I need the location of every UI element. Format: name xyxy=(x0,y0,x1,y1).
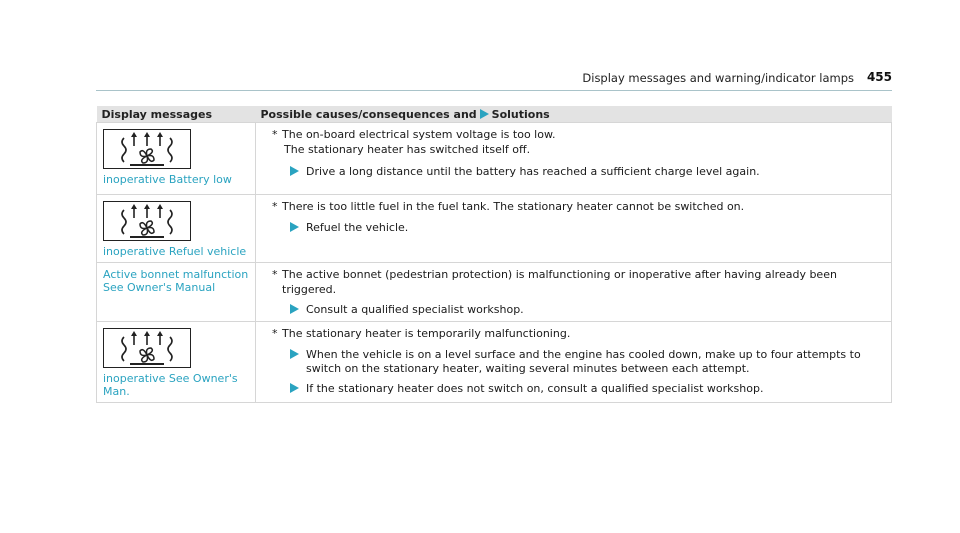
action-item: When the vehicle is on a level surface and the engine has cooled down, make up to four attempts to switch on the stationary heater, waiting several minutes between each attempt. xyxy=(262,348,885,376)
action-arrow-icon xyxy=(290,383,299,393)
stationary-heater-icon xyxy=(103,201,191,241)
col-header-causes-solutions xyxy=(256,106,892,123)
action-arrow-icon xyxy=(290,222,299,232)
display-message-line2: See Owner's Manual xyxy=(103,281,216,294)
action-item: If the stationary heater does not switch on, consult a qualified specialist workshop. xyxy=(262,382,885,396)
solution-arrow-icon xyxy=(480,109,489,119)
cause-text: * The stationary heater is temporarily malfunctioning. xyxy=(272,327,571,340)
message-cell xyxy=(97,263,256,322)
col-header-display-messages: Display messages xyxy=(97,106,256,123)
cause-text: * The active bonnet (pedestrian protection) is malfunctioning or inoperative after having already been triggered. xyxy=(272,268,837,296)
col-header-causes: Possible causes/consequences and xyxy=(260,107,477,121)
cause-cell xyxy=(256,123,892,195)
page-number: 455 xyxy=(866,70,892,84)
message-cell xyxy=(97,195,256,263)
message-cell xyxy=(97,322,256,403)
cause-cell xyxy=(256,263,892,322)
cause-continuation: The stationary heater has switched itself off. xyxy=(284,142,531,156)
message-cell xyxy=(97,123,256,195)
stationary-heater-icon xyxy=(103,129,191,169)
action-arrow-icon xyxy=(290,304,299,314)
table-header-row xyxy=(97,106,892,123)
table-row xyxy=(97,263,892,322)
action-item: Refuel the vehicle. xyxy=(262,221,885,235)
action-arrow-icon xyxy=(290,349,299,359)
cause-cell xyxy=(256,195,892,263)
cause-text: * The on-board electrical system voltage is too low. xyxy=(272,128,556,141)
table-row xyxy=(97,123,892,195)
cause-text: * There is too little fuel in the fuel tank. The stationary heater cannot be switched on. xyxy=(272,200,745,213)
table-row xyxy=(97,195,892,263)
cause-cell xyxy=(256,322,892,403)
display-message-line2: Man. xyxy=(103,385,130,398)
col-header-solutions: Solutions xyxy=(491,107,550,121)
action-item: Drive a long distance until the battery has reached a sufficient charge level again. xyxy=(262,165,885,179)
table-row xyxy=(97,322,892,403)
display-message-text: inoperative Refuel vehicle xyxy=(103,245,247,258)
page-title: Display messages and warning/indicator lamps xyxy=(582,71,854,85)
action-arrow-icon xyxy=(290,166,299,176)
display-messages-table xyxy=(96,106,892,403)
display-message-line1: inoperative See Owner's xyxy=(103,372,238,385)
display-message-text: inoperative Battery low xyxy=(103,173,232,186)
display-message-line1: Active bonnet malfunction xyxy=(103,268,249,281)
stationary-heater-icon xyxy=(103,328,191,368)
page-header xyxy=(96,70,892,91)
action-item: Consult a qualified specialist workshop. xyxy=(262,303,885,317)
